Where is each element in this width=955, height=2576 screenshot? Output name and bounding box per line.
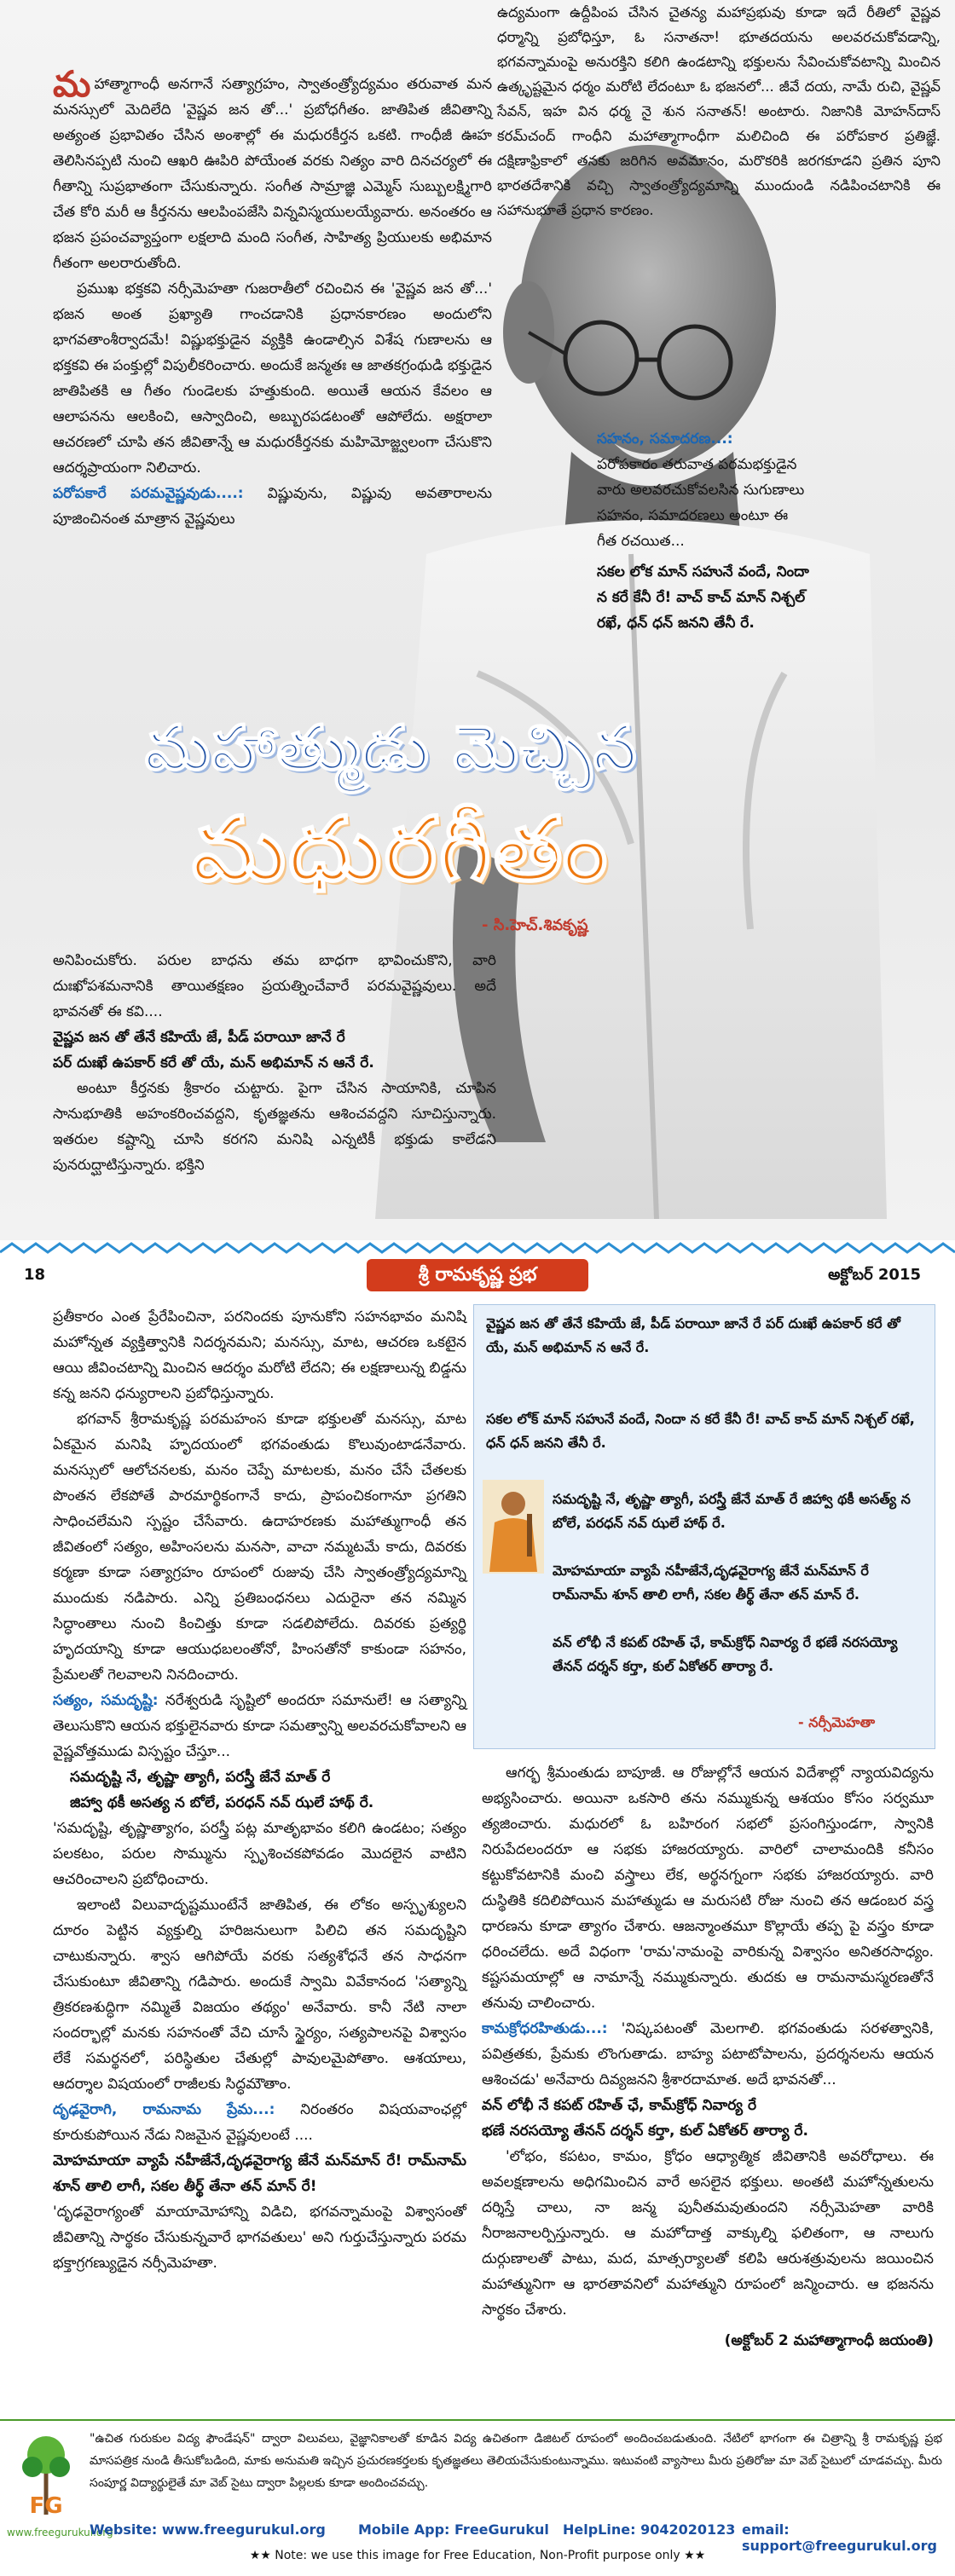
c-paragraph-1: ఆగర్భ శ్రీమంతుడు బాపూజీ. ఆ రోజుల్లోనే ఆయన విదేశాల్లో న్యాయవిద్యను అభ్యసించారు. అయినా ఒకసారి తను నమ్ముకున్న ఆశయం కోసం సర్వమూ త్యజించారు. మధురలో ఓ బహిరంగ సభలో ప్రసంగిస్తుండగా, స్వానికి నిరుపేదలందరూ ఆ సభకు హాజరయ్యారు. వారిలో చాలామందికి కనీసం కట్టుకోవటానికి మంచి వస్త్రాలు లేక, అర్థనగ్నంగా సభకు హాజరయ్యారు. వారి దుస్థితికి కదిలిపోయిన మహాత్ముడు ఆ మరుసటి రోజు నుంచి తన ఆడంబర వస్త్ర ధారణను కూడా త్యాగం చేశారు. ఆజన్మాంతమూ కొల్లాయే తప్ప పై వస్త్రం కూడా ధరించలేదు. అదే విధంగా 'రామ'నామంపై వారికున్న విశ్వాసం అనితరసాధ్యం. కష్టసమయాల్లో ఆ నామాన్నే నమ్ముకున్నారు. తుదకు ఆ రామనామస్మరణతోనే తనువు చాలించారు. <box>482 1765 934 2012</box>
subhead-kama: కామక్రోధరహితుడు...: <box>482 2020 608 2037</box>
footer-mobile-app[interactable]: Mobile App: FreeGurukul <box>358 2521 549 2538</box>
intro-paragraph: మహాత్మాగాంధీ అనగానే సత్యాగ్రహం, స్వాతంత్ర్యోద్యమం తరువాత మన మనస్సులో మెదిలేది 'వైష్ణవ జన తో...' ప్రబోధగీతం. జాతిపిత జీవితాన్ని అత్యంత ప్రభావితం చేసిన అంశాల్లో ఈ మధురకీర్తన ఒకటి. గాంధీజీ ఊహ తెలిసినప్పటి నుంచి ఆఖరి ఊపిరి పోయేంత వరకు నిత్యం వారి దినచర్యలో ఈ గీతాన్ని సుప్రభాతంగా చేసుకున్నారు. సంగీత సామ్రాజ్ఞి ఎమ్మెస్ సుబ్బులక్ష్మిగారి చేత కోరి మరీ ఆ కీర్తనను ఆలపింపజేసి విన్నవిస్మయులయ్యేవారు. అనంతరం ఆ భజన ప్రపంచవ్యాప్తంగా లక్షలాది మంది సంగీత, సాహిత్య ప్రియులకు అభిమాన గీతంగా అలరారుతోంది. <box>53 63 492 272</box>
b-paragraph-3: 'సమదృష్టి, తృష్ణాత్యాగం, పరస్త్రీ పట్ల మాతృభావం కలిగి ఉండటం; సత్యం పలకటం, పరుల సొమ్మును స్పృశించకపోవడం మొదలైన వాటిని ఆచరించాలని ప్రబోధించారు. <box>53 1820 466 1888</box>
footer-email[interactable]: email: support@freegurukul.org <box>742 2521 937 2554</box>
lower-left-paragraph-2: అంటూ కీర్తనకు శ్రీకారం చుట్టారు. పైగా చేసిన సాయానికి, చూపిన సానుభూతికి అహంకరించవద్దని, కృతజ్ఞతను ఆశించవద్దని సూచిస్తున్నారు. ఇతరుల కష్టాన్ని చూసి కరగని మనిషి ఎన్నటికీ భక్తుడు కాలేడని పునరుద్ఘాటిస్తున్నారు. భక్తిని <box>53 1080 496 1174</box>
article-top-page <box>0 0 955 1240</box>
bhajan-author: - నర్సీమెహతా <box>798 1714 876 1730</box>
subsection-kama: కామక్రోధరహితుడు...: 'నిష్కపటంతో మెలగాలి. భగవంతుడు సరళత్వానికి, పవిత్రతకు, ప్రేమకు లొంగుతాడు. బాహ్య పటాటోపాలను, ప్రదర్శనలను ఆయన ఆశించడు' అనేవారు దివ్యజనని శ్రీశారదామాత. అదే భావనతో... <box>482 2020 935 2088</box>
subhead-paropakaram: పరోపకారే పరమవైష్ణవుడు....: <box>53 485 244 502</box>
bhajan-verse-3: సమదృష్టి నే, తృష్ణా త్యాగీ, పరస్త్రీ జేనే మాత్ రే జిహ్వా థకీ అసత్య్ న బోలే, పరధన్ నవ్ ఝలే హాథ్ రే. <box>553 1491 911 1531</box>
sahanam-box <box>597 426 810 636</box>
subsection-vairagi: దృఢవైరాగి, రామనామ ప్రేమ...: నిరంతరం విషయవాంఛల్లో కూరుకుపోయిన నేడు నిజమైన వైష్ణవులంటే .... <box>53 2101 467 2144</box>
narsinh-mehta-illustration <box>483 1480 544 1574</box>
bottom-left-column <box>53 1304 466 2276</box>
jayanti-note: (అక్టోబర్ 2 మహాత్మాగాంధీ జయంతి) <box>724 2332 934 2349</box>
bottom-right-column <box>482 1760 934 2354</box>
footer <box>0 2419 955 2576</box>
lower-quote-2: పర్ దుఃఖే ఉపకార్ కరే తో యే, మన్ అభిమాన్ న ఆనే రే. <box>53 1054 374 1071</box>
c-paragraph-2: 'లోభం, కపటం, కామం, క్రోధం ఆధ్యాత్మిక జీవితానికి అవరోధాలు. ఈ అవలక్షణాలను అధిగమించిన వారే అసలైన భక్తులు. అంతటి మహోన్నతులను దర్శిస్తే చాలు, నా జన్మ పునీతమవుతుందని నర్సీమెహతా వారికి నీరాజనాలర్పిస్తున్నారు. ఆ మహోదాత్త వాక్కుల్ని ఫలితంగా, ఆ నాలుగు దుర్గుణాలతో పాటు, మద, మాత్సర్యాలతో కలిపి ఆరుశత్రువులను జయించిన మహాత్మునిగా ఆ భారతావనిలో మహాత్ముని రూపంలో జన్మించారు. ఆ భజనను సార్థకం చేశారు. <box>482 2148 934 2319</box>
footer-note: ★★ Note: we use this image for Free Education, Non-Profit purpose only ★★ <box>249 2549 706 2562</box>
paragraph-2: ప్రముఖ భక్తకవి నర్సీమెహతా గుజరాతీలో రచించిన ఈ 'వైష్ణవ జన తో...' భజన అంత ప్రఖ్యాతి గాంచడానికి ప్రధానకారణం అందులోని భాగవతాంశీర్వాదమే! విష్ణుభక్తుడైన వ్యక్తికి ఉండాల్సిన విశేష గుణాలను ఆ భక్తకవి ఈ పంక్తుల్లో విపులీకరించారు. అందుకే జన్మతః ఆ జాతకగ్రంథుడి భక్తుడైన జాతిపితకి ఆ గీతం గుండెలకు హత్తుకుంది. అయితే ఆయన కేవలం ఆ ఆలాపనను ఆలకించి, ఆస్వాదించి, అబ్బురపడటంతో ఆపోలేదు. అక్షరాలా ఆచరణలో చూపి తన జీవితాన్నే ఆ మధురకీర్తనకు మహిమోజ్జ్వలంగా చేసుకొని ఆదర్శప్రాయంగా నిలిచారు. <box>53 280 492 477</box>
logo-caption: www.freegurukul.org <box>7 2527 113 2538</box>
kama-quote-2: భణే నరసయ్యో తేనన్ దర్శన్ కర్తా, కుల్ ఏకోతర్ తార్యా రే. <box>482 2123 808 2140</box>
page-strip <box>0 1240 955 1300</box>
drop-cap: మ <box>53 63 91 105</box>
footer-text: "ఉచిత గురుకుల విద్య ఫౌండేషన్" ద్వారా విలువలు, వైజ్ఞానికాలతో కూడిన విద్య ఉచితంగా డిజిటల్ రూపంలో అందించబడుతుంది. నేటిలో భాగంగా ఈ చిత్రాన్ని శ్రీ రామకృష్ణ ప్రభ మాసపత్రిక నుండి తీసుకోబడింది, మాకు అనుమతి ఇచ్చిన ప్రచురణకర్తలకు కృతజ్ఞతలు తెలియచేసుకుంటున్నాము. ఇటువంటి వ్యాసాలు మీరు ప్రతిరోజు మా వెబ్ సైటులో చూడవచ్చు. మీరు సంపూర్ణ విద్యార్థులైతే మా వెబ్ సైటు ద్వారా పిల్లలకు కూడా అందించవచ్చు. <box>90 2432 942 2490</box>
b-paragraph-2: భగవాన్ శ్రీరామకృష్ణ పరమహంస కూడా భక్తులతో మనస్సు, మాట ఏకమైన మనిషి హృదయంలో భగవంతుడు కొలువుంటాడనేవారు. మనస్సులో ఆలోచనలకు, మనం చెప్పే మాటలకు, మనం చేసే చేతలకు పొంతన లేకపోతే పారమార్థికంగానే కాదు, ప్రాపంచికంగానూ ప్రగతిని సాధించలేమని స్పష్టం చేసేవారు. ఉదాహరణకు మహాత్ముగాంధీ తన జీవితంలో సత్యం, అహింసలను మనసా, వాచా నమ్మటమే కాదు, దివరకు కర్మణా కూడా సత్యాగ్రహం రూపంలో రుజువు చేసి స్వాతంత్ర్యోద్యమాన్ని ముందుకు నడిపారు. ఎన్ని ప్రతిబంధనలు ఎదురైనా తన నమ్మిన సిద్ధాంతాలు నుంచి కించిత్తు కూడా సడలిపోలేదు. దివరకు ప్రత్యర్థి హృదయాన్ని కూడా ఆయుధబలంతోనో, హింసతోనో కాకుండా సహనం, ప్రేమలతో గెలవాలని నినదించారు. <box>53 1411 466 1684</box>
b-paragraph-1: ప్రతీకారం ఎంత ప్రేరేపించినా, పరనిందకు పూనుకోని సహనభావం మనిషి మహోన్నత వ్యక్తిత్వానికి నిదర్శనమని; మనస్సు, మాట, ఆచరణ ఒకటైన ఆయి జీవించటాన్ని మించిన ఆదర్శం మరోటి లేదని; ఈ లక్షణాలున్న బిడ్డను కన్న జనని ధన్యురాలని ప్రబోధిస్తున్నారు. <box>53 1308 466 1402</box>
issue-date: అక్టోబర్ 2015 <box>828 1266 921 1284</box>
page-number: 18 <box>24 1266 46 1284</box>
article-title-line2: మధురగీతం <box>192 797 611 901</box>
satyam-quote-2: జిహ్వా థకీ అసత్య న బోలే, పరధన్ నవ్ ఝలే హాథ్ రే. <box>70 1794 374 1811</box>
right-column-top <box>497 0 941 222</box>
subsection-satyam: సత్యం, సమదృష్టి: నరేశ్వరుడి సృష్టిలో అందరూ సమానులే! ఆ సత్యాన్ని తెలుసుకొని ఆయన భక్తులైనవారు కూడా సమత్వాన్ని అలవరచుకోవాలని ఆ వైష్ణవోత్తముడు విస్పష్టం చేస్తూ... <box>53 1692 466 1760</box>
kama-quote-1: వన్ లోభీ నే కపట్ రహిత్ ఛే, కామ్‌క్రోధ్ నివార్య రే <box>482 2097 757 2114</box>
right-paragraph: ఉద్యమంగా ఉద్దీపింప చేసిన చైతన్య మహాప్రభువు కూడా ఇదే రీతిలో వైష్ణవ ధర్మాన్ని ప్రబోధిస్తూ, ఓ సనాతనా! భూతదయను అలవరచుకోవడాన్ని, భగవన్నామంపై అనురక్తిని కలిగి ఉండటాన్ని భక్తులను సేవించుకోవటాన్ని మించిన ఉత్కృష్టమైన ధర్మం మరోటి లేదంటూ ఓ భజనలో... జీవే దయ, నామే రుచి, వైష్ణవ్ సేవన్, ఇహ విన ధర్మ నై శున సనాతన్! అంటారు. నిజానికి మోహన్‌దాస్ కరమ్‌చంద్ గాంధీని మహాత్మాగాంధీగా మలిచింది ఈ పరోపకార ప్రతిజ్ఞే. దక్షిణాఫ్రికాలో తనకు జరిగిన అవమానం, మరొకరికి జరగకూడని ప్రతిన పూని భారతదేశానికి వచ్చి స్వాతంత్ర్యోద్యమాన్ని ముందుండి నడిపించటానికి ఈ సహానుభూతే ప్రధాన కారణం. <box>497 4 941 218</box>
footer-website[interactable]: Website: www.freegurukul.org <box>90 2521 326 2538</box>
sahanam-text: పరోపకారం తరువాత పరమభక్తుడైన వారు అలవరచుకోవలసిన సుగుణాలు సహనం, సమాదరణలు అంటూ ఈ గీత రచయిత... <box>597 456 805 550</box>
svg-text:FG: FG <box>29 2493 63 2519</box>
byline: - సి.హెచ్.శివకృష్ణ <box>482 916 588 934</box>
bhajan-verse-4: మోహమాయా వ్యాపే నహీజేనే,దృఢవైరాగ్య జేనే మన్‌మాన్ రే రామ్‌నామ్ శూన్ తాలి లాగీ, సకల తీర్థ్ తేనా తన్ మాన్ రే. <box>553 1562 869 1603</box>
magazine-name: శ్రీ రామకృష్ణ ప్రభ <box>367 1259 588 1291</box>
footer-helpline[interactable]: HelpLine: 9042020123 <box>563 2521 736 2538</box>
bhajan-verse-5: వన్ లోభీ నే కపట్ రహిత్ ఛే, కామ్‌క్రోధ్ నివార్య రే భణే నరసయ్యో తేనన్ దర్శన్ కర్తా, కుల్ ఏకోతర్ తార్యా రే. <box>553 1634 898 1674</box>
sahanam-heading: సహనం, సమాదరణ...: <box>597 430 733 448</box>
lower-left-column <box>53 948 496 1178</box>
article-title-line1: మహాత్ముడు మెచ్చిన <box>145 712 639 783</box>
decorative-border <box>0 1242 955 1254</box>
subhead-vairagi: దృఢవైరాగి, రామనామ ప్రేమ...: <box>53 2101 275 2118</box>
subsection-1: పరోపకారే పరమవైష్ణవుడు....: విష్ణువును, విష్ణువు అవతారాలను పూజించినంత మాత్రాన వైష్ణవులు <box>53 485 493 528</box>
article-bottom-page <box>0 1304 955 2412</box>
satyam-quote-1: సమదృష్టి నే, తృష్ణా త్యాగీ, పరస్త్రీ జేనే మాత్ రే <box>70 1769 331 1786</box>
lower-left-paragraph: అనిపించుకోరు. పరుల బాధను తమ బాధగా భావించుకొని, వారి దుఃఖోపశమనానికి తాయితక్షణం ప్రయత్నించేవారే పరమవైష్ణవులు. అదే భావనతో ఈ కవి.... <box>53 952 496 1020</box>
vairagi-quote: మోహమాయా వ్యాపే నహీజేనే,దృఢవైరాగ్య జేనే మన్‌మాన్ రే! రామ్‌నామ్ శూన్ తాలి లాగీ, సకల తీర్థ్ తేనా తన్ మాన్ రే! <box>53 2152 466 2195</box>
subhead-satyam: సత్యం, సమదృష్టి: <box>53 1692 159 1709</box>
b-paragraph-5: 'దృఢవైరాగ్యంతో మాయామోహాన్ని విడిచి, భగవన్నామంపై విశ్వాసంతో జీవితాన్ని సార్థకం చేసుకున్నవారే భాగవతులు' అని గుర్తుచేస్తున్నారు పరమ భక్తాగ్రగణ్యుడైన నర్సీమెహతా. <box>53 2203 466 2272</box>
lower-quote-1: వైష్ణవ జన తో తేనే కహియే జే, పీడ్ పరాయీ జానే రే <box>53 1029 345 1046</box>
sahanam-quote: సకల లోక మాన్ సహునే వందే, నిందా న కరే కేనీ రే! వాచ్ కాచ్ మాన్ నిశ్చల్ రఖే, ధన్ ధన్ జనని తేనీ రే. <box>597 563 809 632</box>
intro-column <box>53 63 493 532</box>
b-paragraph-4: ఇలాంటి విలువాదృష్టముంటేనే జాతిపిత, ఈ లోకం అస్పృశ్యులని దూరం పెట్టిన వ్యక్తుల్ని హరిజనులుగా పిలిచి తన సమదృష్టిని చాటుకున్నారు. శ్వాస ఆగిపోయే వరకు సత్యశోధనే తన సాధనగా చేసుకుంటూ జీవితాన్ని గడిపారు. అందుకే స్వామి వివేకానంద 'సత్యాన్ని త్రికరణశుద్ధిగా నమ్మితే విజయం తథ్యం' అనేవారు. కానీ నేటి నాలా సందర్భాల్లో మనకు సహనంతో వేచి చూసే స్థైర్యం, సత్యపాలనపై విశ్వాసం లేకే సమర్థనలో, పరిస్థితుల చేతుల్లో పావులమైపోతాం. ఆశయాలు, ఆదర్శాల విషయంలో రాజీలకు సిద్ధమౌతాం. <box>53 1897 466 2093</box>
freegurukul-logo <box>12 2429 80 2523</box>
bhajan-verse-1: వైష్ణవ జన తో తేనే కహియే జే, పీడ్ పరాయీ జానే రే పర్ దుఃఖే ఉపకార్ కరే తో యే, మన్ అభిమాన్ న ఆనే రే. <box>486 1315 900 1355</box>
bhajan-panel <box>473 1304 935 1749</box>
bhajan-verse-2: సకల లోక్ మాన్ సహునే వందే, నిందా న కరే కేనీ రే! వాచ్ కాచ్ మాన్ నిశ్చల్ రఖే, ధన్ ధన్ జనని తేనీ రే. <box>486 1411 915 1451</box>
